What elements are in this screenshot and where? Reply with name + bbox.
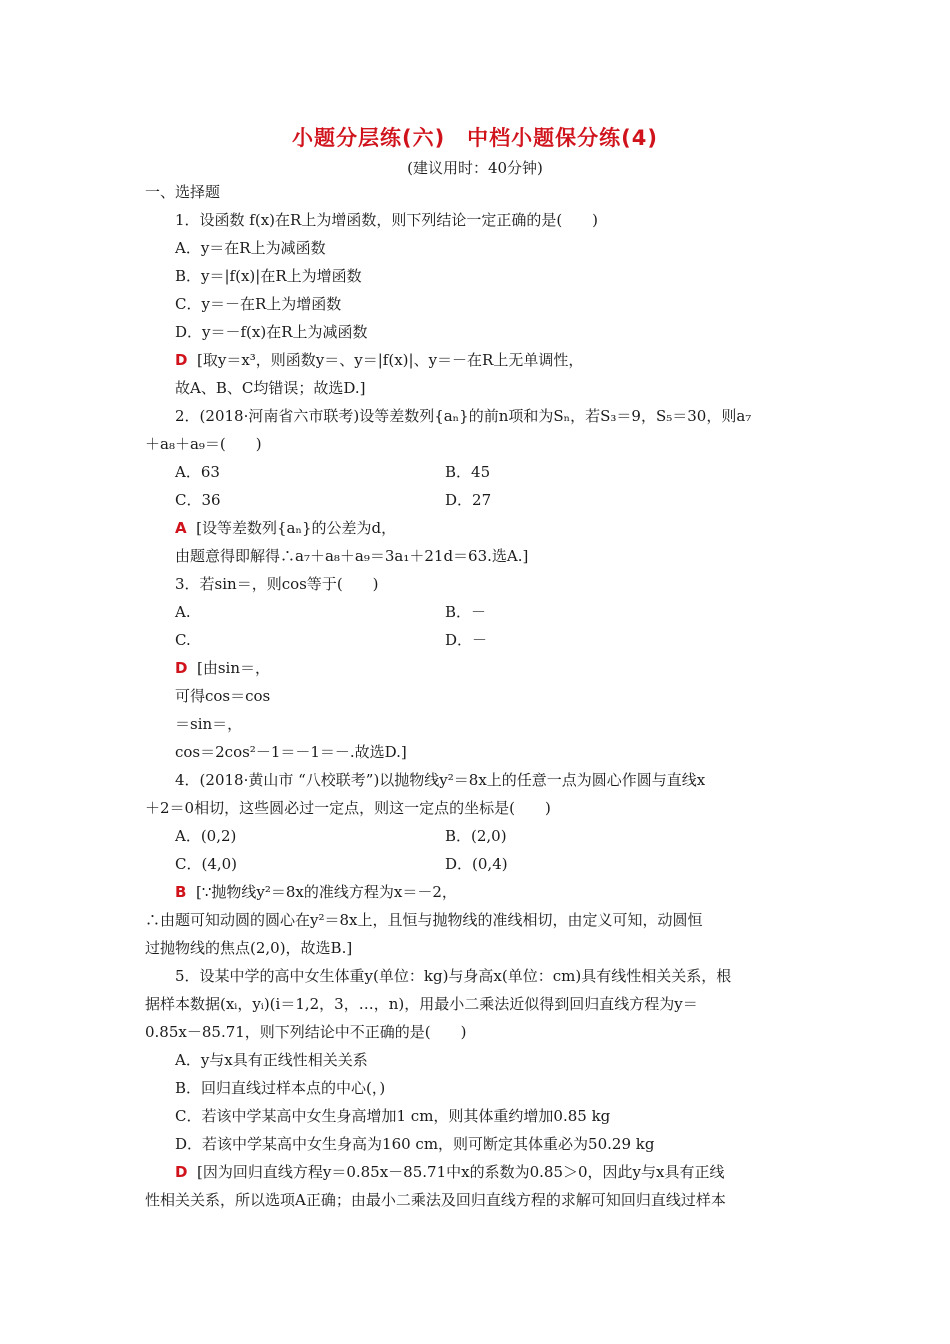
q3-option-b: B．－ bbox=[445, 603, 487, 621]
q4-option-a: A．(0,2) bbox=[175, 827, 237, 845]
q2-option-d: D．27 bbox=[445, 491, 492, 509]
q4-stem-line1: 4．(2018·黄山市 “八校联考”)以抛物线y²＝8x上的任意一点为圆心作圆与直线x bbox=[175, 771, 706, 789]
q2-solution-text1: [设等差数列{aₙ}的公差为d， bbox=[196, 519, 397, 537]
q1-solution-text1: [取y＝x³，则函数y＝、y＝|f(x)|、y＝－在R上无单调性， bbox=[197, 351, 584, 369]
q3-solution-text1: [由sin＝， bbox=[197, 659, 271, 677]
q5-answer: D bbox=[175, 1163, 188, 1181]
q2-option-a: A．63 bbox=[175, 463, 220, 481]
page-subtitle: (建议用时：40分钟) bbox=[407, 159, 543, 177]
q5-stem-line2: 据样本数据(xᵢ，yᵢ)(i＝1,2，3，…，n)，用最小二乘法近似得到回归直线方程为y＝ bbox=[145, 995, 698, 1013]
q5-option-a: A．y与x具有正线性相关关系 bbox=[175, 1051, 368, 1069]
q4-stem-line2: ＋2＝0相切，这些圆必过一定点，则这一定点的坐标是( ) bbox=[145, 799, 551, 817]
q2-option-b: B．45 bbox=[445, 463, 491, 481]
q5-stem-line1: 5．设某中学的高中女生体重y(单位：kg)与身高x(单位：cm)具有线性相关关系，根 bbox=[175, 967, 732, 985]
q2-solution-line1 bbox=[175, 518, 396, 538]
q3-option-a: A. bbox=[175, 603, 191, 621]
q5-solution-text1: [因为回归直线方程y＝0.85x－85.71中x的系数为0.85＞0，因此y与x具有正线 bbox=[197, 1163, 725, 1181]
q1-solution-line2: 故A、B、C均错误；故选D.] bbox=[175, 379, 366, 397]
q1-stem: 1．设函数 f(x)在R上为增函数，则下列结论一定正确的是( ) bbox=[175, 211, 599, 229]
q5-stem-line3: 0.85x－85.71，则下列结论中不正确的是( ) bbox=[145, 1023, 467, 1041]
q4-solution-text1: [∵抛物线y²＝8x的准线方程为x＝－2， bbox=[195, 883, 457, 901]
q2-option-c: C．36 bbox=[175, 491, 221, 509]
q3-answer: D bbox=[175, 659, 188, 677]
q1-option-d: D．y＝－f(x)在R上为减函数 bbox=[175, 323, 368, 341]
page-title: 小题分层练(六) 中档小题保分练(4) bbox=[291, 126, 658, 150]
q3-option-c: C. bbox=[175, 631, 191, 649]
q4-solution-line3: 过抛物线的焦点(2,0)，故选B.] bbox=[145, 939, 353, 957]
q5-option-b: B．回归直线过样本点的中心(，) bbox=[175, 1079, 386, 1097]
q2-solution-line2: 由题意得即解得∴a₇＋a₈＋a₉＝3a₁＋21d＝63.选A.] bbox=[175, 547, 529, 565]
q4-option-d: D．(0,4) bbox=[445, 855, 508, 873]
q5-option-d: D．若该中学某高中女生身高为160 cm，则可断定其体重必为50.29 kg bbox=[175, 1135, 655, 1153]
q1-solution-line1 bbox=[175, 350, 583, 370]
q3-stem: 3．若sin＝，则cos等于( ) bbox=[175, 575, 379, 593]
q2-stem-line2: ＋a₈＋a₉＝( ) bbox=[145, 435, 262, 453]
q5-solution-line1 bbox=[175, 1162, 724, 1182]
q4-solution-line2: ∴由题可知动圆的圆心在y²＝8x上，且恒与抛物线的准线相切，由定义可知，动圆恒 bbox=[145, 911, 703, 929]
q3-solution-line1 bbox=[175, 658, 270, 678]
q1-answer: D bbox=[175, 351, 188, 369]
q4-answer: B bbox=[175, 883, 187, 901]
q2-stem-line1: 2．(2018·河南省六市联考)设等差数列{aₙ}的前n项和为Sₙ，若S₃＝9，S₅＝30，则a₇ bbox=[175, 407, 752, 425]
q1-option-c: C．y＝－在R上为增函数 bbox=[175, 295, 342, 313]
q3-solution-line2: 可得cos＝cos bbox=[175, 687, 271, 705]
q5-solution-line2: 性相关关系，所以选项A正确；由最小二乘法及回归直线方程的求解可知回归直线过样本 bbox=[145, 1191, 726, 1209]
q1-option-a: A．y＝在R上为减函数 bbox=[175, 239, 326, 257]
q3-option-d: D．－ bbox=[445, 631, 488, 649]
q3-solution-line4: cos＝2cos²－1＝－1＝－.故选D.] bbox=[175, 743, 407, 761]
q4-option-b: B．(2,0) bbox=[445, 827, 507, 845]
q5-option-c: C．若该中学某高中女生身高增加1 cm，则其体重约增加0.85 kg bbox=[175, 1107, 611, 1125]
q3-solution-line3: ＝sin＝， bbox=[175, 715, 243, 733]
q4-option-c: C．(4,0) bbox=[175, 855, 238, 873]
q1-option-b: B．y＝|f(x)|在R上为增函数 bbox=[175, 267, 362, 285]
section-heading: 一、选择题 bbox=[145, 183, 221, 201]
q2-answer: A bbox=[175, 519, 187, 537]
q4-solution-line1 bbox=[175, 882, 457, 902]
